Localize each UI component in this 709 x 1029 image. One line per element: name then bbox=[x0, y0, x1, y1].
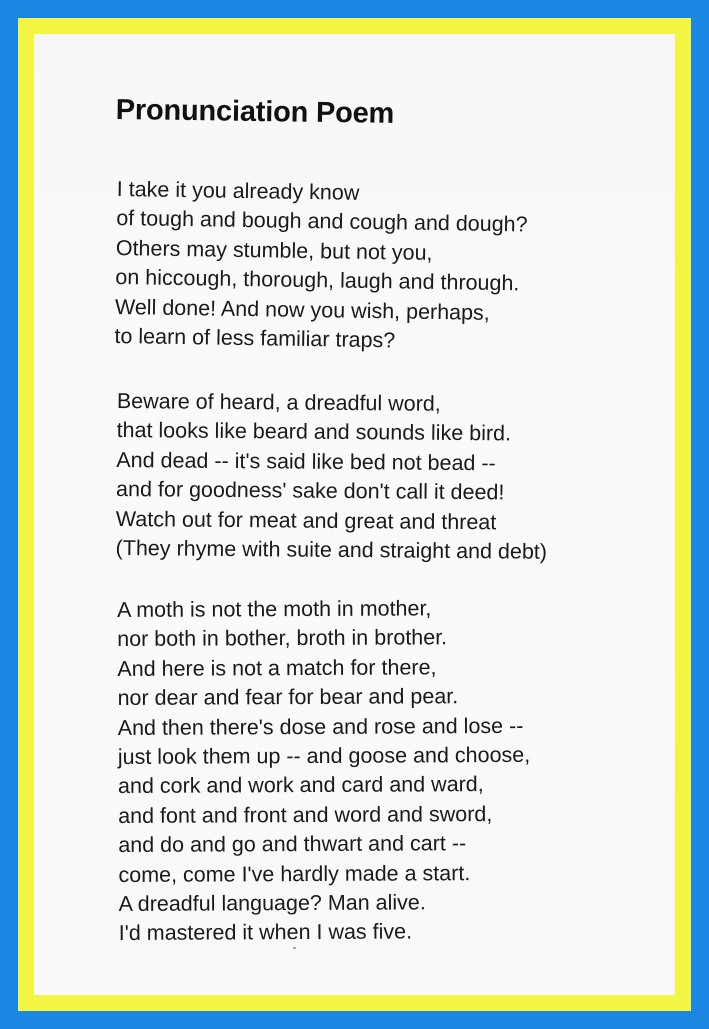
poem-line: A dreadful language? Man alive. bbox=[118, 890, 426, 917]
poem-line: Others may stumble, but not you, bbox=[115, 235, 433, 265]
stanza-2 bbox=[115, 387, 548, 567]
poem-line: Well done! And now you wish, perhaps, bbox=[114, 294, 490, 325]
poem-line: A moth is not the moth in mother, bbox=[117, 596, 432, 622]
poem-line: (They rhyme with suite and straight and debt) bbox=[115, 536, 548, 564]
scan-speck bbox=[293, 947, 296, 949]
poem-line: Watch out for meat and great and threat bbox=[115, 506, 497, 534]
poem-line: nor dear and fear for bear and pear. bbox=[117, 684, 459, 711]
poem-line: Beware of heard, a dreadful word, bbox=[116, 388, 441, 416]
poem-line: of tough and bough and cough and dough? bbox=[116, 206, 528, 237]
stanza-1 bbox=[114, 175, 528, 358]
poem-line: nor both in bother, broth in brother. bbox=[117, 625, 448, 652]
poem-line: And then there's dose and rose and lose -- bbox=[117, 713, 524, 740]
poem-line: I take it you already know bbox=[116, 176, 360, 205]
poem-line: And dead -- it's said like bed not bead -- bbox=[116, 447, 496, 476]
poem-line: and do and go and thwart and cart -- bbox=[118, 831, 467, 858]
poem-title: Pronunciation Poem bbox=[115, 94, 395, 130]
poem-line: and font and front and word and sword, bbox=[118, 801, 493, 828]
poem-line: and for goodness' sake don't call it deed! bbox=[116, 477, 505, 505]
poem-line: just look them up -- and goose and choose, bbox=[117, 742, 531, 770]
stanza-3 bbox=[117, 594, 531, 949]
poem-line: that looks like beard and sounds like bird. bbox=[116, 418, 512, 446]
poem-line: to learn of less familiar traps? bbox=[114, 324, 396, 353]
poem-line: and cork and work and card and ward, bbox=[117, 772, 484, 799]
poem-line: I'd mastered it when I was five. bbox=[118, 919, 413, 946]
poem-line: come, come I've hardly made a start. bbox=[118, 860, 471, 887]
poem-line: on hiccough, thorough, laugh and through. bbox=[115, 265, 520, 296]
poem-line: And here is not a match for there, bbox=[117, 655, 437, 681]
poem-page bbox=[34, 34, 675, 995]
